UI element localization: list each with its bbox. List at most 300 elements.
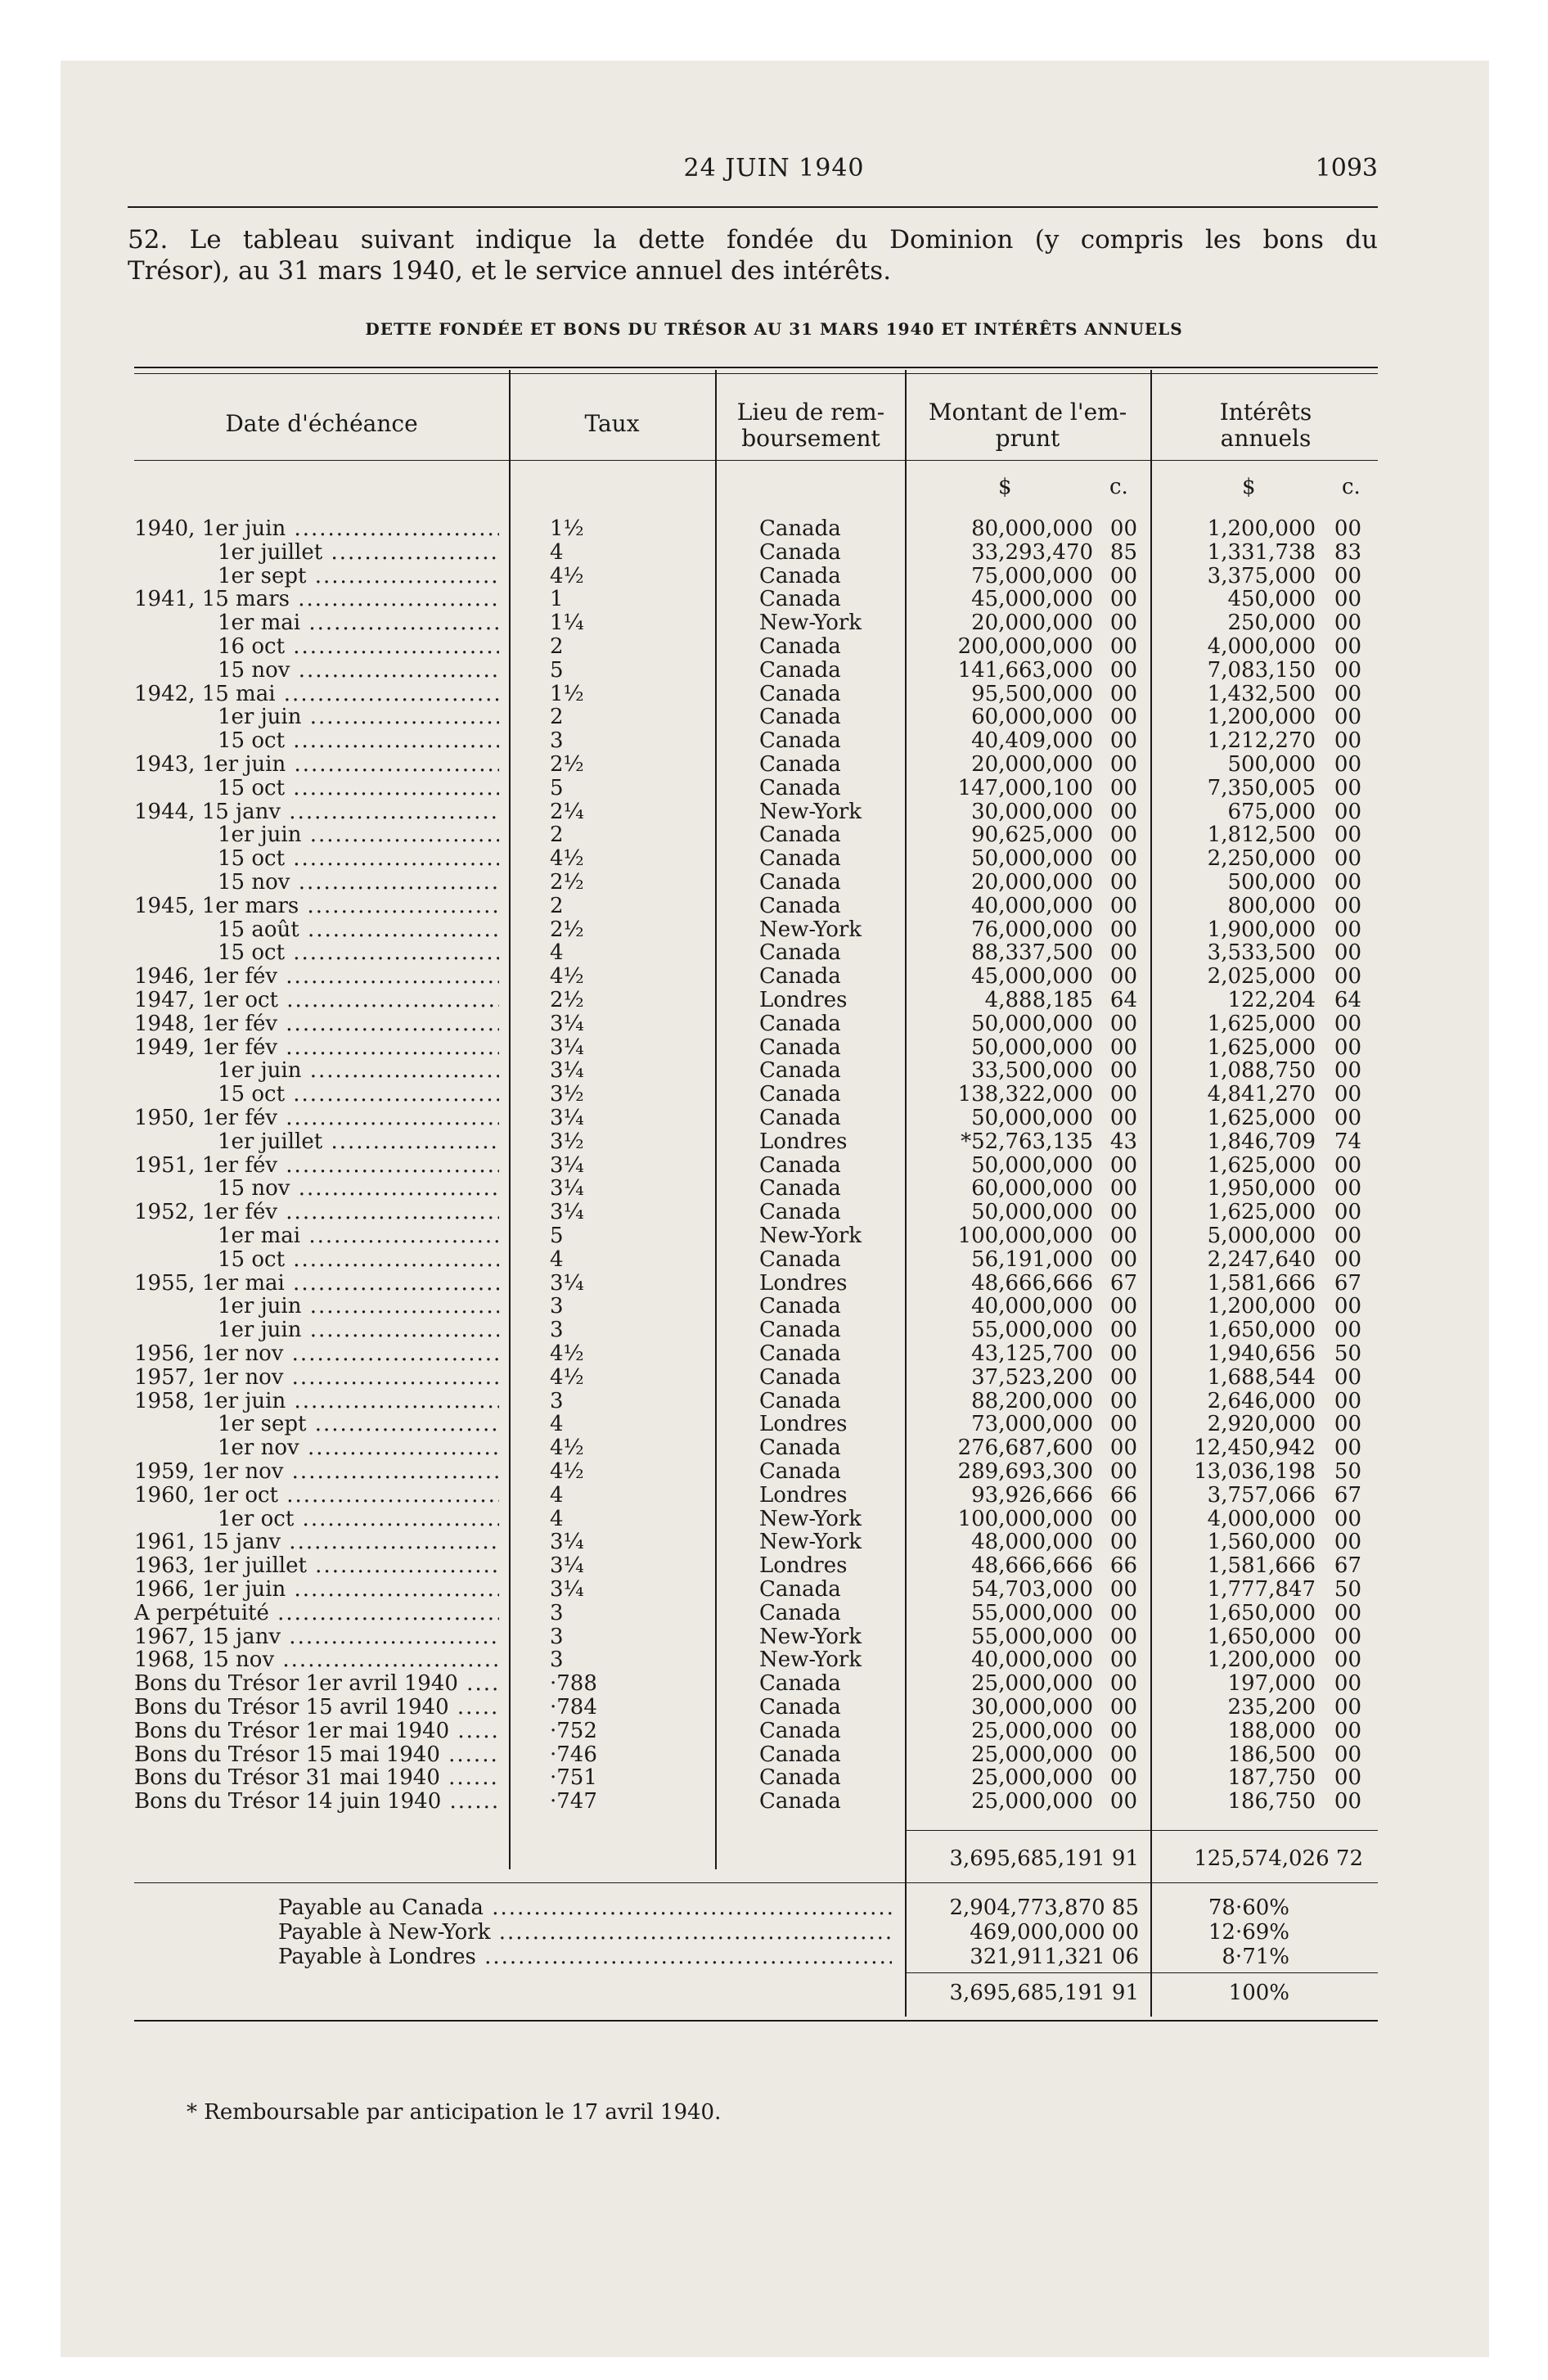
interest-cents-cell: 00 <box>1334 1742 1361 1767</box>
maturity-date-text: 1944, 15 janv ..... <box>134 800 499 824</box>
interest-amount-cell: 1,560,000 <box>1207 1530 1316 1555</box>
repayment-place-cell: Canada <box>759 1459 841 1484</box>
loan-amount-cell: 50,000,000 <box>971 1106 1093 1130</box>
rate-cell: 2½ <box>550 988 584 1012</box>
interest-amount-cell: 5,000,000 <box>1207 1224 1316 1248</box>
table-row <box>0 1130 1548 1154</box>
interest-amount-cell: 450,000 <box>1227 587 1316 612</box>
interest-cents-cell: 00 <box>1334 634 1361 659</box>
repayment-place-cell: Canada <box>759 1176 841 1201</box>
maturity-date-text: Bons du Trésor 1er mai 1940 ..... <box>134 1720 499 1743</box>
loan-amount-cell: 100,000,000 <box>957 1224 1093 1248</box>
total-amount: 3,695,685,191 91 <box>949 1846 1139 1871</box>
maturity-date-cell <box>134 965 499 989</box>
loan-cents-cell: 00 <box>1109 728 1137 754</box>
repayment-place-cell: Canada <box>759 539 841 565</box>
maturity-date-text: 1943, 1er juin ..... <box>134 753 499 777</box>
maturity-date-text: 1946, 1er fév ..... <box>134 965 499 989</box>
table-row <box>0 800 1548 824</box>
summary-amount: 2,904,773,870 85 <box>949 1895 1139 1920</box>
interest-cents-cell: 00 <box>1334 1412 1361 1437</box>
col-header-amount-line1: Montant de l'em- <box>928 399 1127 426</box>
maturity-date-text: A perpétuité ..... <box>134 1602 499 1625</box>
table-row <box>0 1766 1548 1790</box>
maturity-date-cell <box>134 1460 499 1484</box>
repayment-place-cell: Canada <box>759 587 841 612</box>
maturity-date-text: 15 nov ..... <box>134 659 499 683</box>
interest-cents-cell: 00 <box>1334 1436 1361 1461</box>
loan-amount-cell: 75,000,000 <box>971 563 1093 588</box>
repayment-place-cell: Canada <box>759 1789 841 1814</box>
interest-cents-cell: 00 <box>1334 516 1361 541</box>
repayment-place-cell: Canada <box>759 1106 841 1130</box>
table-row <box>0 1648 1548 1672</box>
maturity-date-text: 1958, 1er juin ..... <box>134 1390 499 1413</box>
interest-cents-cell: 50 <box>1334 1577 1361 1602</box>
interest-amount-cell: 500,000 <box>1227 752 1316 777</box>
maturity-date-cell <box>134 777 499 800</box>
repayment-place-cell: New-York <box>759 1530 862 1555</box>
loan-cents-cell: 00 <box>1109 846 1137 872</box>
loan-cents-cell: 00 <box>1109 1718 1137 1743</box>
maturity-date-text: Bons du Trésor 1er avril 1940 ..... <box>134 1672 499 1696</box>
interest-amount-cell: 1,212,270 <box>1207 728 1316 754</box>
repayment-place-cell: Canada <box>759 1034 841 1060</box>
table-row <box>0 1224 1548 1248</box>
interest-amount-cell: 122,204 <box>1227 988 1316 1012</box>
interest-amount-cell: 1,331,738 <box>1207 539 1316 565</box>
maturity-date-cell <box>134 871 499 895</box>
rate-cell: 4 <box>550 940 564 966</box>
repayment-place-cell: Canada <box>759 634 841 659</box>
rate-cell: ·788 <box>550 1671 597 1697</box>
interest-cents-cell: 00 <box>1334 1364 1361 1390</box>
repayment-place-cell: Londres <box>759 1482 848 1508</box>
col-header-interest-line1: Intérêts <box>1219 399 1312 426</box>
repayment-place-cell: Canada <box>759 1695 841 1720</box>
interest-amount-cell: 1,625,000 <box>1207 1034 1316 1060</box>
loan-cents-cell: 00 <box>1109 1011 1137 1036</box>
interest-amount-cell: 4,841,270 <box>1207 1082 1316 1107</box>
loan-amount-cell: 37,523,200 <box>971 1364 1093 1390</box>
rate-cell: 3¼ <box>550 1530 584 1555</box>
interest-amount-cell: 1,625,000 <box>1207 1200 1316 1225</box>
maturity-date-text: 1er juin ..... <box>134 823 499 847</box>
interest-cents-cell: 00 <box>1334 611 1361 636</box>
interest-cents-cell: 00 <box>1334 1294 1361 1319</box>
rate-cell: 4 <box>550 1412 564 1437</box>
interest-amount-cell: 1,777,847 <box>1207 1577 1316 1602</box>
maturity-date-cell <box>134 1059 499 1083</box>
maturity-date-cell <box>134 1743 499 1767</box>
maturity-date-cell <box>134 1107 499 1130</box>
table-row <box>0 1696 1548 1720</box>
table-row <box>0 918 1548 942</box>
repayment-place-cell: Canada <box>759 705 841 730</box>
interest-amount-cell: 1,846,709 <box>1207 1129 1316 1154</box>
loan-cents-cell: 00 <box>1109 1152 1137 1178</box>
interest-amount-cell: 1,650,000 <box>1207 1600 1316 1625</box>
loan-cents-cell: 00 <box>1109 657 1137 683</box>
table-row <box>0 1508 1548 1531</box>
repayment-place-cell: Canada <box>759 775 841 800</box>
maturity-date-text: 1966, 1er juin ..... <box>134 1578 499 1602</box>
rate-cell: 2 <box>550 823 564 848</box>
maturity-date-cell <box>134 1036 499 1060</box>
repayment-place-cell: Canada <box>759 1341 841 1366</box>
loan-cents-cell: 00 <box>1109 1765 1137 1791</box>
repayment-place-cell: Londres <box>759 1270 848 1296</box>
loan-amount-cell: 30,000,000 <box>971 1695 1093 1720</box>
loan-cents-cell: 00 <box>1109 516 1137 541</box>
table-row <box>0 611 1548 635</box>
loan-cents-cell: 66 <box>1109 1553 1137 1579</box>
loan-cents-cell: 00 <box>1109 775 1137 800</box>
repayment-place-cell: Canada <box>759 681 841 706</box>
maturity-date-cell <box>134 635 499 659</box>
table-row <box>0 1554 1548 1578</box>
loan-cents-cell: 00 <box>1109 1577 1137 1602</box>
interest-cents-cell: 00 <box>1334 893 1361 918</box>
interest-cents-cell: 00 <box>1334 940 1361 966</box>
interest-cents-cell: 00 <box>1334 1388 1361 1413</box>
maturity-date-text: 16 oct ..... <box>134 635 499 659</box>
loan-amount-cell: 73,000,000 <box>971 1412 1093 1437</box>
interest-cents-cell: 00 <box>1334 1600 1361 1625</box>
loan-cents-cell: 00 <box>1109 752 1137 777</box>
loan-amount-cell: 45,000,000 <box>971 964 1093 989</box>
table-row <box>0 588 1548 611</box>
maturity-date-text: 1948, 1er fév ..... <box>134 1012 499 1036</box>
maturity-date-text: 1961, 15 janv ..... <box>134 1530 499 1554</box>
loan-cents-cell: 64 <box>1109 988 1137 1012</box>
loan-cents-cell: 43 <box>1109 1129 1137 1154</box>
table-row <box>0 1625 1548 1649</box>
repayment-place-cell: New-York <box>759 1648 862 1673</box>
loan-cents-cell: 00 <box>1109 634 1137 659</box>
loan-amount-cell: 20,000,000 <box>971 611 1093 636</box>
maturity-date-text: 1941, 15 mars ..... <box>134 588 499 611</box>
loan-amount-cell: 33,500,000 <box>971 1058 1093 1084</box>
maturity-date-text: 1945, 1er mars ..... <box>134 895 499 918</box>
maturity-date-cell <box>134 1648 499 1672</box>
maturity-date-cell <box>134 1366 499 1390</box>
maturity-date-cell <box>134 1012 499 1036</box>
maturity-date-text: 15 oct ..... <box>134 847 499 871</box>
table-row <box>0 1790 1548 1814</box>
rate-cell: ·751 <box>550 1765 597 1791</box>
interest-dollar-unit: $ <box>1242 475 1256 499</box>
loan-cents-cell: 85 <box>1109 539 1137 565</box>
loan-cents-cell: 00 <box>1109 681 1137 706</box>
rate-cell: 4½ <box>550 846 584 872</box>
repayment-place-cell: New-York <box>759 1624 862 1649</box>
loan-amount-cell: 60,000,000 <box>971 1176 1093 1201</box>
loan-amount-cell: 48,666,666 <box>971 1553 1093 1579</box>
table-row <box>0 965 1548 989</box>
loan-cents-cell: 00 <box>1109 799 1137 824</box>
maturity-date-text: 1er juin ..... <box>134 705 499 729</box>
loan-amount-cell: 54,703,000 <box>971 1577 1093 1602</box>
rate-cell: 3 <box>550 1318 564 1343</box>
loan-cents-cell: 00 <box>1109 1364 1137 1390</box>
table-row <box>0 989 1548 1012</box>
maturity-date-text: 1960, 1er oct ..... <box>134 1484 499 1508</box>
loan-cents-cell: 00 <box>1109 1648 1137 1673</box>
intro-paragraph <box>128 224 1378 286</box>
interest-amount-cell: 2,247,640 <box>1207 1246 1316 1272</box>
table-row <box>0 1460 1548 1484</box>
maturity-date-text: 15 oct ..... <box>134 1248 499 1272</box>
rate-cell: ·752 <box>550 1718 597 1743</box>
interest-cents-cell: 00 <box>1334 846 1361 872</box>
interest-cents-cell: 00 <box>1334 1011 1361 1036</box>
rate-cell: 3 <box>550 1600 564 1625</box>
interest-cents-cell: 50 <box>1334 1459 1361 1484</box>
table-row <box>0 1720 1548 1743</box>
loan-amount-cell: 43,125,700 <box>971 1341 1093 1366</box>
loan-amount-cell: 25,000,000 <box>971 1671 1093 1697</box>
total-interest: 125,574,026 72 <box>1194 1846 1363 1871</box>
loan-amount-cell: 93,926,666 <box>971 1482 1093 1508</box>
rate-cell: 4 <box>550 1246 564 1272</box>
loan-amount-cell: 56,191,000 <box>971 1246 1093 1272</box>
loan-amount-cell: 30,000,000 <box>971 799 1093 824</box>
repayment-place-cell: Canada <box>759 893 841 918</box>
interest-amount-cell: 4,000,000 <box>1207 634 1316 659</box>
rate-cell: 4 <box>550 1482 564 1508</box>
interest-cents-cell: 83 <box>1334 539 1361 565</box>
interest-cents-cell: 00 <box>1334 917 1361 942</box>
table-row <box>0 1578 1548 1602</box>
loan-cents-cell: 00 <box>1109 563 1137 588</box>
interest-amount-cell: 1,625,000 <box>1207 1011 1316 1036</box>
loan-amount-cell: 25,000,000 <box>971 1789 1093 1814</box>
interest-amount-cell: 1,650,000 <box>1207 1318 1316 1343</box>
maturity-date-cell <box>134 1083 499 1107</box>
maturity-date-text: 1956, 1er nov ..... <box>134 1342 499 1366</box>
interest-cents-cell: 00 <box>1334 657 1361 683</box>
interest-amount-cell: 13,036,198 <box>1194 1459 1316 1484</box>
interest-amount-cell: 1,581,666 <box>1207 1553 1316 1579</box>
summary-label: Payable à New-York ..... <box>278 1920 892 1945</box>
rate-cell: 3½ <box>550 1082 584 1107</box>
loan-amount-cell: 48,000,000 <box>971 1530 1093 1555</box>
table-row <box>0 705 1548 729</box>
table-row <box>0 895 1548 918</box>
summary-percent: 12·69% <box>1208 1920 1289 1945</box>
repayment-place-cell: Canada <box>759 1577 841 1602</box>
loan-amount-cell: 276,687,600 <box>957 1436 1093 1461</box>
maturity-date-text: 15 oct ..... <box>134 729 499 753</box>
maturity-date-text: Bons du Trésor 15 avril 1940 ..... <box>134 1696 499 1720</box>
col-header-interest-line2: annuels <box>1220 425 1312 452</box>
rate-cell: 5 <box>550 775 564 800</box>
loan-amount-cell: 90,625,000 <box>971 823 1093 848</box>
maturity-date-cell <box>134 1766 499 1790</box>
loan-amount-cell: 4,888,185 <box>984 988 1093 1012</box>
intro-line-1: 52. Le tableau suivant indique la dette fondée du Dominion (y compris les bons du <box>128 225 1378 255</box>
repayment-place-cell: Canada <box>759 1294 841 1319</box>
rate-cell: 3¼ <box>550 1011 584 1036</box>
loan-cents-cell: 00 <box>1109 1082 1137 1107</box>
interest-cents-cell: 67 <box>1334 1553 1361 1579</box>
table-row <box>0 1413 1548 1436</box>
loan-amount-cell: 147,000,100 <box>957 775 1093 800</box>
rate-cell: 2½ <box>550 752 584 777</box>
interest-cents-cell: 00 <box>1334 1034 1361 1060</box>
interest-amount-cell: 1,625,000 <box>1207 1152 1316 1178</box>
loan-amount-cell: 289,693,300 <box>957 1459 1093 1484</box>
loan-amount-cell: 100,000,000 <box>957 1506 1093 1531</box>
repayment-place-cell: Canada <box>759 516 841 541</box>
rate-cell: 3¼ <box>550 1176 584 1201</box>
table-bottom-rule <box>134 2020 1378 2022</box>
loan-amount-cell: 200,000,000 <box>957 634 1093 659</box>
interest-cents-cell: 67 <box>1334 1270 1361 1296</box>
loan-amount-cell: 138,322,000 <box>957 1082 1093 1107</box>
maturity-date-cell <box>134 705 499 729</box>
rate-cell: 2 <box>550 705 564 730</box>
loan-amount-cell: 20,000,000 <box>971 870 1093 895</box>
maturity-date-text: 1er juin ..... <box>134 1318 499 1342</box>
maturity-date-cell <box>134 1390 499 1413</box>
interest-cents-cell: 50 <box>1334 1341 1361 1366</box>
interest-cents-cell: 00 <box>1334 1224 1361 1248</box>
maturity-date-cell <box>134 1177 499 1201</box>
loan-amount-cell: *52,763,135 <box>961 1129 1093 1154</box>
loan-amount-cell: 55,000,000 <box>971 1600 1093 1625</box>
loan-cents-cell: 00 <box>1109 1530 1137 1555</box>
interest-amount-cell: 1,688,544 <box>1207 1364 1316 1390</box>
maturity-date-text: 1967, 15 janv ..... <box>134 1625 499 1649</box>
maturity-date-text: 1952, 1er fév ..... <box>134 1201 499 1224</box>
interest-amount-cell: 1,200,000 <box>1207 516 1316 541</box>
interest-cents-cell: 00 <box>1334 964 1361 989</box>
table-row <box>0 1012 1548 1036</box>
maturity-date-cell <box>134 1295 499 1318</box>
rate-cell: 4½ <box>550 1341 584 1366</box>
loan-amount-cell: 25,000,000 <box>971 1718 1093 1743</box>
repayment-place-cell: Canada <box>759 964 841 989</box>
maturity-date-text: 15 oct ..... <box>134 941 499 965</box>
interest-amount-cell: 186,750 <box>1227 1789 1316 1814</box>
table-row <box>0 1201 1548 1224</box>
maturity-date-text: 1er juillet ..... <box>134 1130 499 1154</box>
summary-percent: 8·71% <box>1222 1945 1289 1969</box>
rate-cell: 1½ <box>550 681 584 706</box>
maturity-date-cell <box>134 895 499 918</box>
maturity-date-text: 1955, 1er mai ..... <box>134 1272 499 1296</box>
loan-amount-cell: 88,337,500 <box>971 940 1093 966</box>
interest-cents-cell: 00 <box>1334 1082 1361 1107</box>
table-row <box>0 847 1548 871</box>
maturity-date-cell <box>134 1790 499 1814</box>
rate-cell: 3¼ <box>550 1553 584 1579</box>
repayment-place-cell: Canada <box>759 752 841 777</box>
interest-amount-cell: 7,083,150 <box>1207 657 1316 683</box>
table-row <box>0 823 1548 847</box>
repayment-place-cell: Canada <box>759 1388 841 1413</box>
rate-cell: 2½ <box>550 870 584 895</box>
maturity-date-cell <box>134 1272 499 1296</box>
loan-cents-cell: 00 <box>1109 1318 1137 1343</box>
table-row <box>0 1295 1548 1318</box>
table-row <box>0 683 1548 706</box>
table-row <box>0 871 1548 895</box>
interest-cents-cell: 00 <box>1334 1789 1361 1814</box>
interest-cents-cell: 00 <box>1334 681 1361 706</box>
rate-cell: 5 <box>550 657 564 683</box>
table-row <box>0 1083 1548 1107</box>
interest-cents-cell: 00 <box>1334 1624 1361 1649</box>
interest-cents-cell: 00 <box>1334 1106 1361 1130</box>
table-row <box>0 1154 1548 1178</box>
interest-amount-cell: 1,625,000 <box>1207 1106 1316 1130</box>
loan-amount-cell: 20,000,000 <box>971 752 1093 777</box>
interest-cents-cell: 00 <box>1334 752 1361 777</box>
table-row <box>0 1036 1548 1060</box>
rate-cell: 2½ <box>550 917 584 942</box>
rate-cell: 4½ <box>550 964 584 989</box>
loan-cents-cell: 00 <box>1109 1436 1137 1461</box>
table-row <box>0 1107 1548 1130</box>
interest-cents-cell: 00 <box>1334 563 1361 588</box>
interest-cents-cell: 00 <box>1334 775 1361 800</box>
loan-amount-cell: 25,000,000 <box>971 1765 1093 1791</box>
maturity-date-cell <box>134 1625 499 1649</box>
running-header-date: 24 JUIN 1940 <box>683 154 865 183</box>
repayment-place-cell: Canada <box>759 1742 841 1767</box>
loan-amount-cell: 50,000,000 <box>971 1011 1093 1036</box>
maturity-date-text: 1959, 1er nov ..... <box>134 1460 499 1484</box>
loan-cents-cell: 00 <box>1109 1106 1137 1130</box>
loan-cents-cell: 67 <box>1109 1270 1137 1296</box>
loan-amount-cell: 55,000,000 <box>971 1624 1093 1649</box>
rate-cell: ·784 <box>550 1695 597 1720</box>
interest-cents-cell: 00 <box>1334 823 1361 848</box>
maturity-date-cell <box>134 918 499 942</box>
interest-amount-cell: 675,000 <box>1227 799 1316 824</box>
maturity-date-cell <box>134 1224 499 1248</box>
repayment-place-cell: Canada <box>759 1436 841 1461</box>
repayment-place-cell: Canada <box>759 1200 841 1225</box>
loan-cents-cell: 00 <box>1109 1176 1137 1201</box>
interest-amount-cell: 2,920,000 <box>1207 1412 1316 1437</box>
loan-amount-cell: 25,000,000 <box>971 1742 1093 1767</box>
maturity-date-text: 1957, 1er nov ..... <box>134 1366 499 1390</box>
col-header-interest <box>1154 399 1378 452</box>
rate-cell: 4½ <box>550 1364 584 1390</box>
interest-cents-cell: 00 <box>1334 587 1361 612</box>
loan-cents-cell: 00 <box>1109 1789 1137 1814</box>
loan-amount-cell: 40,000,000 <box>971 1294 1093 1319</box>
col-header-rate: Taux <box>584 410 640 437</box>
loan-amount-cell: 40,409,000 <box>971 728 1093 754</box>
table-row <box>0 729 1548 753</box>
table-row <box>0 1248 1548 1272</box>
loan-amount-cell: 45,000,000 <box>971 587 1093 612</box>
table-row <box>0 1743 1548 1767</box>
loan-amount-cell: 55,000,000 <box>971 1318 1093 1343</box>
interest-cents-cell: 00 <box>1334 1152 1361 1178</box>
interest-amount-cell: 3,757,066 <box>1207 1482 1316 1508</box>
repayment-place-cell: Canada <box>759 846 841 872</box>
repayment-place-cell: New-York <box>759 611 862 636</box>
loan-cents-cell: 66 <box>1109 1482 1137 1508</box>
summary-label: Payable à Londres ..... <box>278 1945 892 1969</box>
maturity-date-cell <box>134 611 499 635</box>
